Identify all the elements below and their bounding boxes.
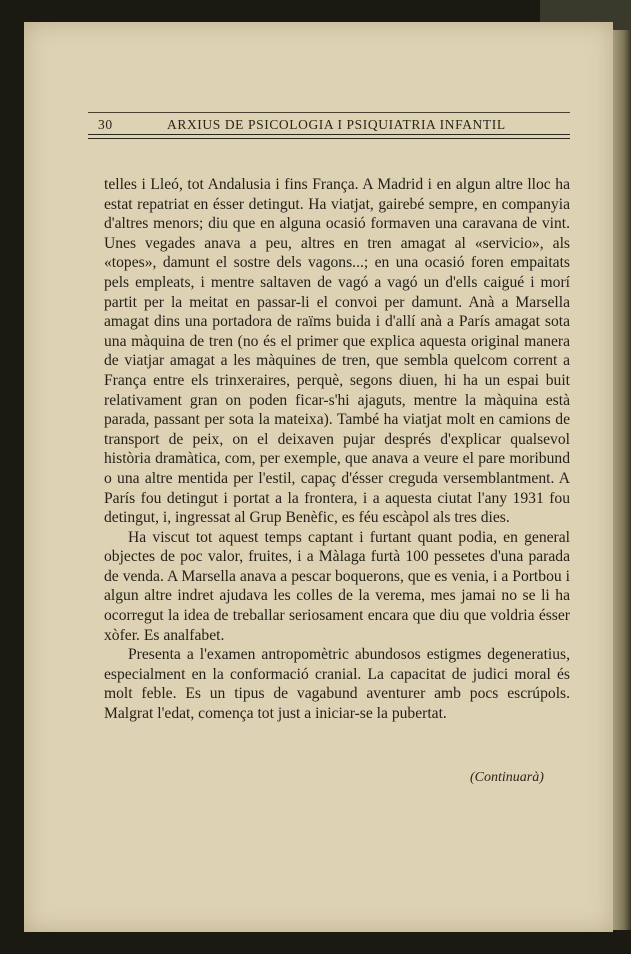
paragraph-1: telles i Lleó, tot Andalusia i fins França. A Madrid i en algun altre lloc ha estat repatriat en ésser detingut. Ha viatjat, gairebé sempre, en companyia d'altres menors; diu que en alguna ocasió formaven una caravana de vint. Unes vegades anava a peu, altres en tren amagat al «servicio», als «topes», damunt el sostre dels vagons...; en una ocasió foren empaitats pels empleats, i mentre saltaven de vagó a vagó un d'ells caigué i morí partit per la meitat en passar-li el convoi per damunt. Anà a Marsella amagat dins una portadora de raïms buida i d'allí anà a París amagat sota una màquina de tren (no és el primer que explica aquesta original manera de viatjar amagat a les màquines de tren, que sembla quelcom corrent a França entre els trinxeraires, perquè, segons diuen, hi ha un espai buit relativament gran on poden ficar-s'hi ajaguts, mentre la màquina està parada, passant per sota la mateixa). També ha viatjat molt en camions de transport de peix, on el deixaven pujar després d'explicar qualsevol història dramàtica, com, per exemple, que anava a veure el pare moribund o una altre mentida per l'estil, capaç d'ésser creguda versemblantment. A París fou detingut i portat a la frontera, i a aquesta ciutat l'any 1931 fou detingut, i, ingressat al Grup Benèfic, es féu escàpol als tres dies. <box>104 176 570 527</box>
continuation-note: (Continuarà) <box>470 770 544 785</box>
running-title: ARXIUS DE PSICOLOGIA I PSIQUIATRIA INFANTIL <box>167 117 506 132</box>
body-text <box>104 175 570 724</box>
header-rule-double <box>88 138 570 139</box>
page-number: 30 <box>98 117 113 132</box>
paragraph-3: Presenta a l'examen antropomètric abundosos estigmes degeneratius, especialment en la conformació cranial. La capacitat de judici moral és molt feble. Es un tipus de vagabund aventurer amb pocs escrúpols. Malgrat l'edat, comença tot just a iniciar-se la pubertat. <box>104 646 570 723</box>
header-rule-bottom <box>88 134 570 135</box>
header-rule-top <box>88 112 570 113</box>
paragraph-2: Ha viscut tot aquest temps captant i furtant quant podia, en general objectes de poc valor, fruites, i a Màlaga furtà 100 pessetes d'una parada de venda. A Marsella anava a pescar boquerons, que es venia, i a Portbou i algun altre indret ajudava les colles de la verema, mes jamai no se li ha ocorregut la idea de treballar seriosament encara que diu que voldria ésser xòfer. Es analfabet. <box>104 528 570 644</box>
